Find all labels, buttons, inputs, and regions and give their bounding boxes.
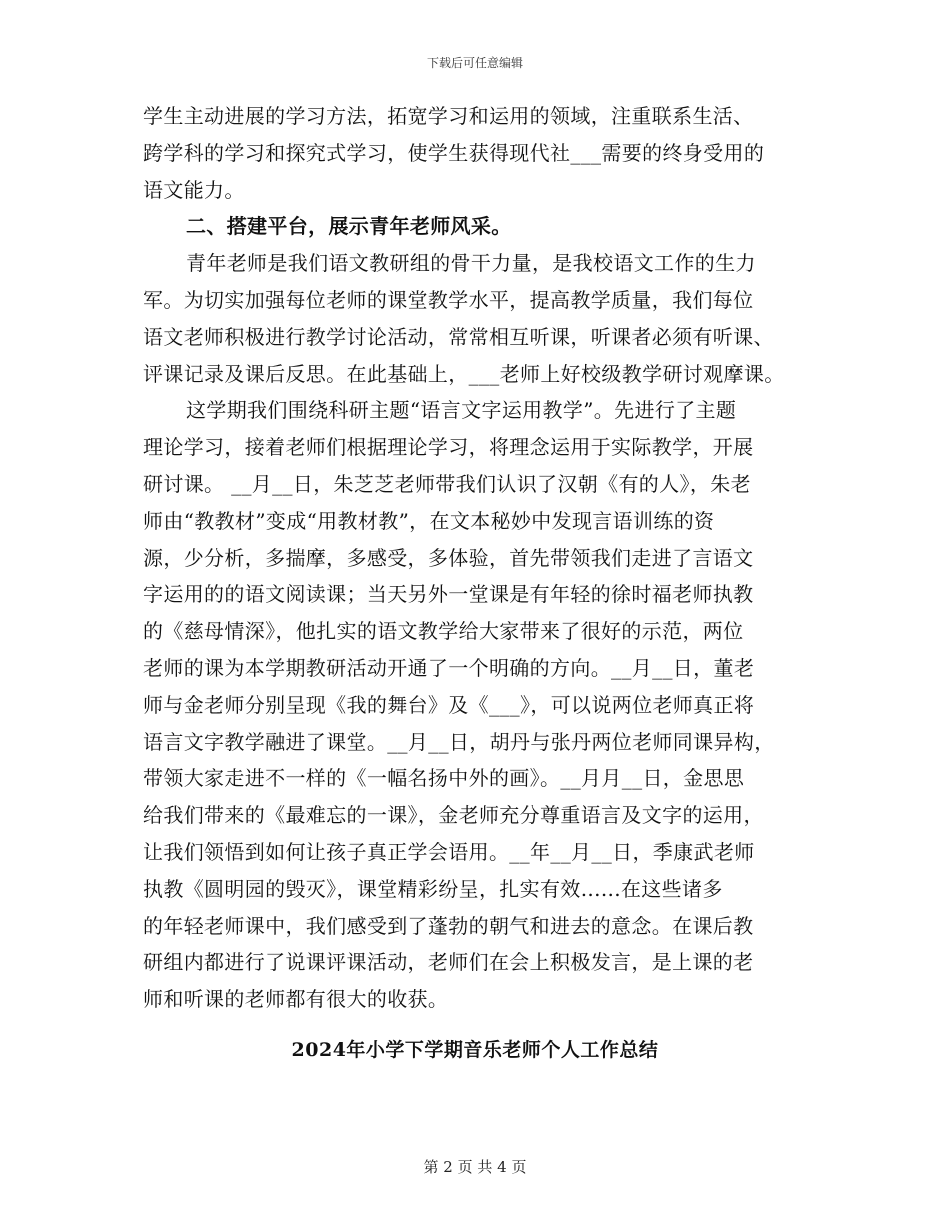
paragraph-line: 这学期我们围绕科研主题“语言文字运用教学”。先进行了主题 xyxy=(186,398,737,423)
paragraph-line: 学生主动进展的学习方法，拓宽学习和运用的领域，注重联系生活、 xyxy=(143,104,754,128)
paragraph-line: 执教《圆明园的毁灭》，课堂精彩纷呈，扎实有效......在这些诸多 xyxy=(143,876,723,901)
page-header-note: 下载后可任意编辑 xyxy=(426,56,523,70)
paragraph-line: 师由“教教材”变成“用教材教”，在文本秘妙中发现言语训练的资 xyxy=(143,508,715,533)
paragraph-1 xyxy=(143,98,807,208)
paragraph-line: 源，少分析，多揣摩，多感受，多体验，首先带领我们走进了言语文 xyxy=(143,545,754,570)
paragraph-line: 带领大家走进不一样的《一幅名扬中外的画》。__月月__日，金思思 xyxy=(143,766,745,791)
paragraph-2 xyxy=(143,245,807,392)
paragraph-line: 评课记录及课后反思。在此基础上，___老师上好校级教学研讨观摩课。 xyxy=(143,361,785,386)
paragraph-line: 字运用的的语文阅读课；当天另外一堂课是有年轻的徐时福老师执教 xyxy=(143,582,754,607)
paragraph-line: 语文老师积极进行教学讨论活动，常常相互听课，听课者必须有听课、 xyxy=(143,324,774,349)
document-body xyxy=(143,98,807,1018)
paragraph-line: 老师的课为本学期教研活动开通了一个明确的方向。__月__日，董老 xyxy=(143,655,755,680)
paragraph-line: 让我们领悟到如何让孩子真正学会语用。__年__月__日，季康武老师 xyxy=(143,839,755,864)
paragraph-line: 青年老师是我们语文教研组的骨干力量，是我校语文工作的生力 xyxy=(186,251,756,276)
paragraph-line: 师和听课的老师都有很大的收获。 xyxy=(143,987,449,1012)
paragraph-line: 的《慈母情深》，他扎实的语文教学给大家带来了很好的示范，两位 xyxy=(143,619,744,644)
paragraph-line: 语文能力。 xyxy=(143,177,245,202)
paragraph-line: 跨学科的学习和探究式学习，使学生获得现代社___需要的终身受用的 xyxy=(143,140,765,165)
paragraph-3 xyxy=(143,392,807,1018)
heading-line: 二、搭建平台，展示青年老师风采。 xyxy=(186,214,512,239)
page-number: 第 2 页 共 4 页 xyxy=(423,1158,527,1176)
paragraph-line: 军。为切实加强每位老师的课堂教学水平，提高教学质量，我们每位 xyxy=(143,287,754,312)
paragraph-line: 研讨课。 __月__日，朱芝芝老师带我们认识了汉朝《有的人》，朱老 xyxy=(143,471,751,496)
document-title: 2024年小学下学期音乐老师个人工作总结 xyxy=(291,1039,659,1061)
paragraph-line: 的年轻老师课中，我们感受到了蓬勃的朝气和进去的意念。在课后教 xyxy=(143,913,754,938)
paragraph-line: 研组内都进行了说课评课活动，老师们在会上积极发言，是上课的老 xyxy=(143,950,754,975)
paragraph-line: 给我们带来的《最难忘的一课》，金老师充分尊重语言及文字的运用， xyxy=(143,803,764,828)
paragraph-line: 语言文字教学融进了课堂。__月__日，胡丹与张丹两位老师同课异构， xyxy=(143,729,775,754)
section-heading-2 xyxy=(143,208,807,245)
paragraph-line: 理论学习，接着老师们根据理论学习，将理念运用于实际教学，开展 xyxy=(143,435,754,460)
paragraph-line: 师与金老师分别呈现《我的舞台》及《___》，可以说两位老师真正将 xyxy=(143,692,755,717)
